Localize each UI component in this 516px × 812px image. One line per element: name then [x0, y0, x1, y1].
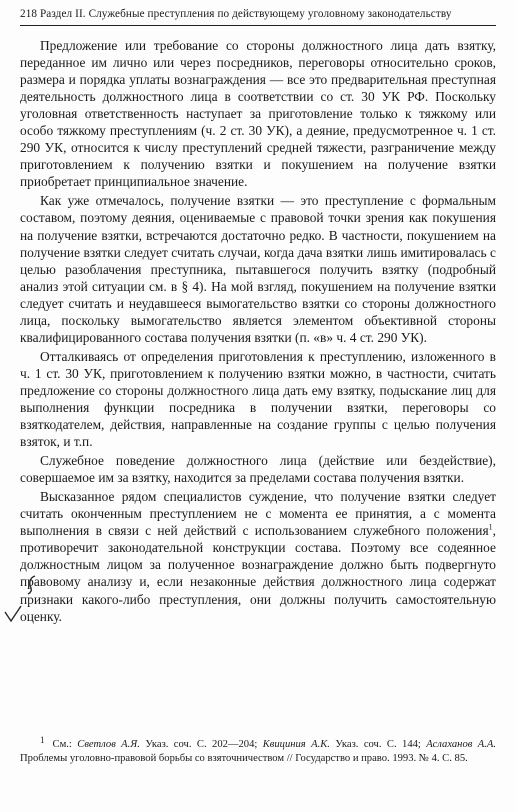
footnote-reference[interactable]: 1: [488, 522, 493, 532]
paragraph-2: Как уже отмечалось, получение взятки — это преступление с формальным составом, поэтому деяния, оцениваемые с правовой точки зрения как покушения на получение взятки, встречаются достаточно редко. В частности, покушением на получение взятки следует считать случаи, когда дача взятки лишь имитировалась с целью разоблачения преступника, пытавшегося получить взятку (подробный анализ этой ситуации см. в § 4). На мой взгляд, покушением на получение взятки следует считать и неудавшееся вымогательство взятки со стороны должностного лица, поскольку вымогательство является элементом объективной стороны квалифицированного состава получения взятки (п. «в» ч. 4 ст. 290 УК).: [20, 193, 496, 345]
paragraph-1: Предложение или требование со стороны должностного лица дать взятку, переданное им лично или через посредников, переговоры относительно сроков, размера и порядка уплаты вознаграждения — все это предварительная преступная деятельность должностного лица в соответствии со ст. 30 УК РФ. Поскольку уголовная ответственность наступает за приготовление только к тяжкому или особо тяжкому преступлениям (ч. 2 ст. 30 УК), а деяние, предусмотренное ч. 1 ст. 290 УК, относится к числу преступлений средней тяжести, разграничение между приготовлением к получению взятки и покушением на получение взятки приобретает принципиальное значение.: [20, 38, 496, 190]
footnote-text: [20, 735, 496, 765]
footnote-ref-3: Проблемы уголовно-правовой борьбы со взяточничеством // Государство и право. 1993. № 4. С. 85.: [20, 752, 468, 764]
footnote-number: 1: [40, 735, 45, 745]
footnote-lead: См.:: [52, 739, 78, 750]
footnote-ref-2: Указ. соч. С. 144;: [329, 739, 427, 750]
paragraph-5-start: Высказанное рядом специалистов суждение, что получение взятки следует считать оконченным преступлением не с момента ее принятия, а с момента выполнения в связи с ней действий с использованием служебного положения: [20, 489, 496, 539]
main-text: [20, 37, 496, 627]
paragraph-5: [20, 488, 496, 624]
footnote-author-2: Квициния А.К.: [262, 739, 330, 750]
paragraph-5-end: , противоречит законодательной конструкции состава. Поэтому все содеянное должностным лицом за полученное вознаграждение должно быть подвергнуто правовому анализу и, если незаконные действия должностного лица содержат признаки какого-либо преступления, они должны получить самостоятельную оценку.: [20, 523, 496, 624]
footnote: [20, 735, 496, 765]
footnote-author-1: Светлов А.Я.: [77, 739, 140, 750]
footnote-ref-1: Указ. соч. С. 202—204;: [139, 739, 263, 750]
footnote-author-3: Аслаханов А.А.: [426, 739, 496, 750]
running-header: 218 Раздел II. Служебные преступления по действующему уголовному законодательству: [20, 8, 496, 26]
paragraph-3: Отталкиваясь от определения приготовления к преступлению, изложенного в ч. 1 ст. 30 УК, приготовлением к получению взятки можно, в частности, считать предложение со стороны должностного лица дать ему взятку, подыскание лиц для выполнения функции посредника в получении взятки, переговоры со взяткодателем, действия, направленные на создание группы с целью получения взяток, и т.п.: [20, 348, 496, 450]
paragraph-4: Служебное поведение должностного лица (действие или бездействие), совершаемое им за взятку, находится за пределами состава получения взятки.: [20, 453, 496, 486]
